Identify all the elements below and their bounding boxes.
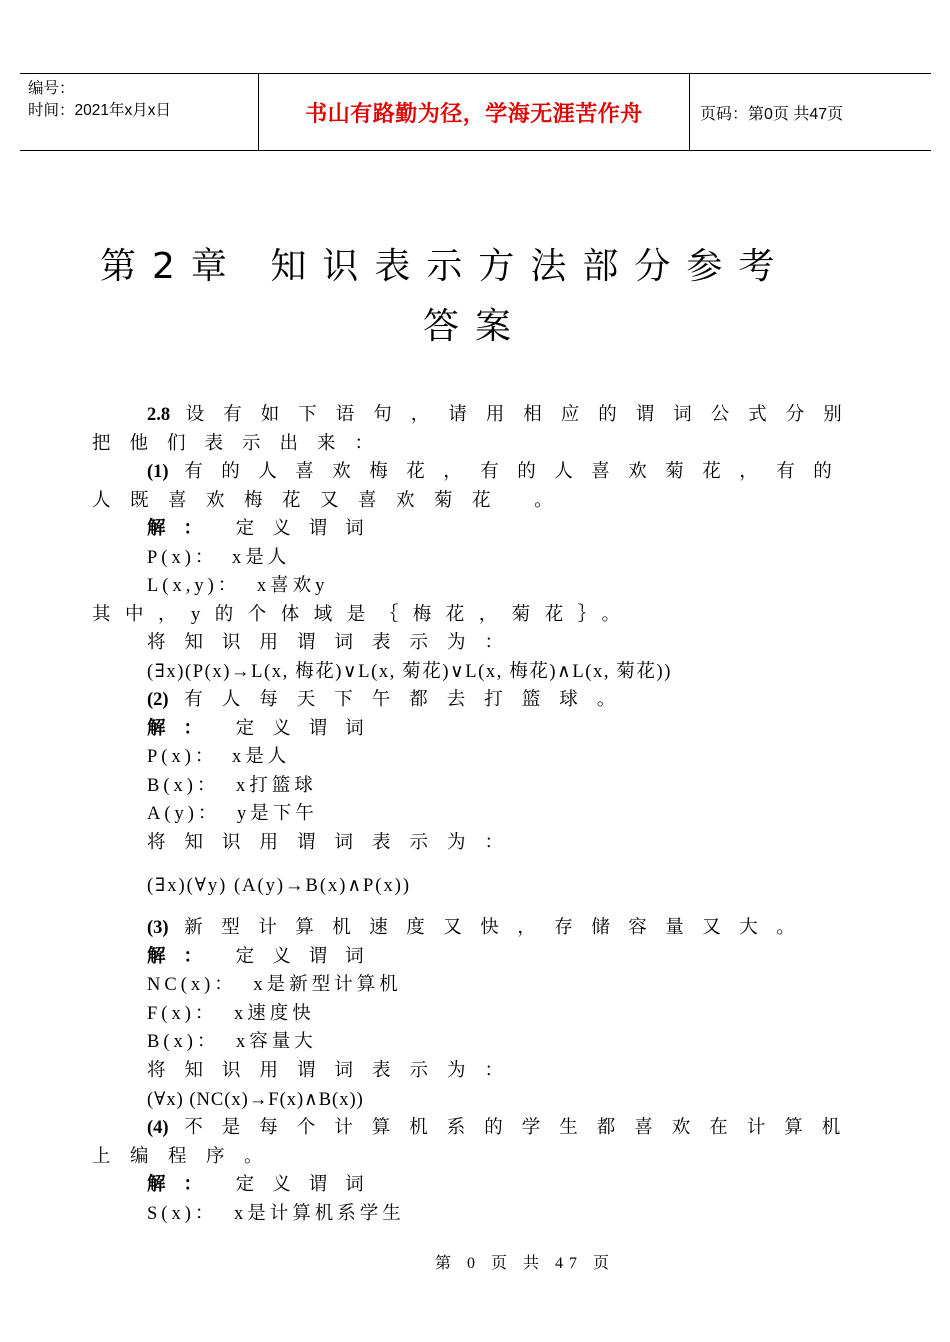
item-text-cont: 上编程序。	[92, 1147, 283, 1167]
item-number: (3)	[147, 918, 169, 938]
item-text: 不是每个计算机系的学生都喜欢在计算机	[184, 1118, 860, 1138]
formula-2: (∃x)(∀y) (A(y)→B(x)∧P(x))	[147, 876, 412, 896]
solution-4	[147, 1172, 382, 1198]
question-text: 设有如下语句，请用相应的谓词公式分别	[185, 405, 861, 425]
header-motto-cell	[259, 74, 690, 151]
pred-nc: NC(x)： x是新型计算机	[147, 975, 402, 995]
pred-b: B(x)： x容量大	[147, 1032, 317, 1052]
pred-l: L(x,y)： x喜欢y	[147, 576, 329, 596]
chapter-title-line2: 答案	[422, 306, 527, 347]
item-2	[147, 687, 634, 713]
item-text-cont: 人既喜欢梅花又喜欢菊花 。	[92, 491, 573, 511]
question-text-cont: 把他们表示出来：	[92, 434, 393, 454]
solution-3	[147, 944, 382, 970]
express-label: 将知识用谓词表示为：	[147, 833, 523, 853]
number-label: 编号：	[28, 80, 75, 97]
pred-a: A(y)： y是下午	[147, 804, 318, 824]
chapter-title-line1: 第2章 知识表示方法部分参考	[100, 246, 791, 287]
time-label: 时间：2021年x月x日	[28, 102, 171, 119]
item-text: 有的人喜欢梅花，有的人喜欢菊花，有的	[184, 462, 851, 482]
solution-label: 解：	[147, 1175, 221, 1195]
solution-text: 定义谓词	[235, 719, 382, 739]
express-label: 将知识用谓词表示为：	[147, 1061, 523, 1081]
solution-2	[147, 716, 382, 742]
solution-text: 定义谓词	[235, 519, 382, 539]
item-number: (4)	[147, 1118, 169, 1138]
item-3	[147, 915, 813, 941]
pred-b: B(x)： x打篮球	[147, 776, 317, 796]
item-4	[147, 1115, 859, 1141]
question-number: 2.8	[147, 405, 171, 425]
item-number: (1)	[147, 462, 169, 482]
header-motto: 书山有路勤为径，学海无涯苦作舟	[305, 100, 643, 127]
express-label: 将知识用谓词表示为：	[147, 633, 523, 653]
page-header	[20, 73, 931, 151]
solution-text: 定义谓词	[235, 1175, 382, 1195]
solution-label: 解：	[147, 719, 221, 739]
header-meta	[20, 74, 259, 151]
solution-label: 解：	[147, 519, 221, 539]
solution-1	[147, 516, 382, 542]
item-number: (2)	[147, 690, 169, 710]
domain-note: 其中，y的个体域是｛梅花，菊花｝。	[92, 605, 635, 625]
formula-1: (∃x)(P(x)→L(x, 梅花)∨L(x, 菊花)∨L(x, 梅花)∧L(x, 菊花))	[147, 662, 672, 682]
pred-p: P(x)： x是人	[147, 548, 291, 568]
item-text: 新型计算机速度又快，存储容量又大。	[184, 918, 814, 938]
item-1	[147, 459, 850, 485]
question-2-8	[147, 402, 861, 428]
pred-f: F(x)： x速度快	[147, 1004, 315, 1024]
solution-label: 解：	[147, 947, 221, 967]
header-page-info: 页码：第0页 共47页	[700, 105, 844, 123]
page-footer: 第 0 页 共 47 页	[434, 1255, 615, 1272]
item-text: 有人每天下午都去打篮球。	[184, 690, 635, 710]
pred-s: S(x)： x是计算机系学生	[147, 1204, 405, 1224]
pred-p: P(x)： x是人	[147, 747, 291, 767]
solution-text: 定义谓词	[235, 947, 382, 967]
formula-3: (∀x) (NC(x)→F(x)∧B(x))	[147, 1090, 364, 1110]
